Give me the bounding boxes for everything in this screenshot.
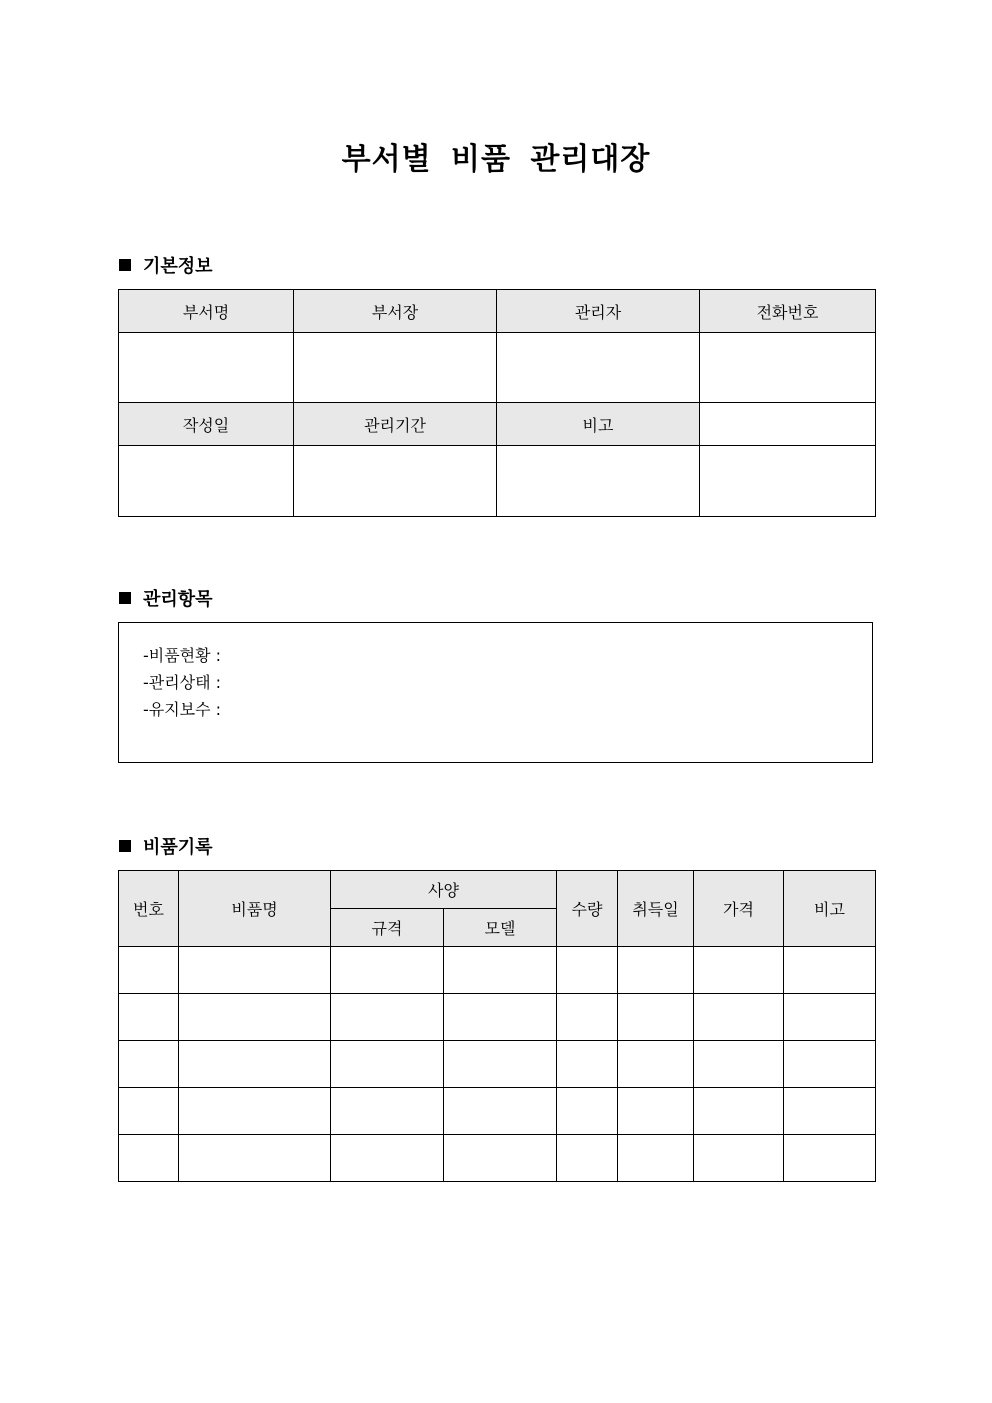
- cell[interactable]: [119, 947, 179, 994]
- cell[interactable]: [557, 947, 618, 994]
- header-dept-head: 부서장: [294, 290, 497, 333]
- cell[interactable]: [694, 1041, 784, 1088]
- created-date-cell[interactable]: [119, 446, 294, 517]
- cell[interactable]: [444, 994, 557, 1041]
- cell[interactable]: [179, 1041, 331, 1088]
- blank-cell[interactable]: [700, 446, 876, 517]
- basic-info-table: [118, 289, 876, 517]
- phone-cell[interactable]: [700, 333, 876, 403]
- cell[interactable]: [694, 1135, 784, 1182]
- cell[interactable]: [179, 1088, 331, 1135]
- item-line-status: -비품현황 :: [143, 646, 222, 665]
- cell[interactable]: [784, 1135, 876, 1182]
- cell[interactable]: [618, 1135, 694, 1182]
- header-phone: 전화번호: [700, 290, 876, 333]
- cell[interactable]: [444, 1041, 557, 1088]
- dept-name-cell[interactable]: [119, 333, 294, 403]
- cell[interactable]: [784, 947, 876, 994]
- dept-head-cell[interactable]: [294, 333, 497, 403]
- cell[interactable]: [557, 1041, 618, 1088]
- cell[interactable]: [331, 1041, 444, 1088]
- section-heading-basic: [119, 253, 213, 277]
- section-label: 비품기록: [143, 837, 213, 858]
- cell[interactable]: [784, 994, 876, 1041]
- cell[interactable]: [557, 994, 618, 1041]
- table-row: [119, 1041, 876, 1088]
- item-line-maintenance: -유지보수 :: [143, 700, 222, 719]
- blank-cell[interactable]: [700, 403, 876, 446]
- cell[interactable]: [694, 1088, 784, 1135]
- cell[interactable]: [331, 947, 444, 994]
- management-items-box[interactable]: [118, 622, 873, 763]
- cell[interactable]: [331, 994, 444, 1041]
- cell[interactable]: [119, 1041, 179, 1088]
- header-spec-model: 모델: [444, 909, 557, 947]
- cell[interactable]: [618, 947, 694, 994]
- header-manager: 관리자: [497, 290, 700, 333]
- cell[interactable]: [694, 947, 784, 994]
- cell[interactable]: [618, 994, 694, 1041]
- header-dept-name: 부서명: [119, 290, 294, 333]
- square-bullet-icon: [119, 840, 131, 852]
- cell[interactable]: [444, 947, 557, 994]
- header-acquired: 취득일: [618, 871, 694, 947]
- note-cell[interactable]: [497, 446, 700, 517]
- header-item-name: 비품명: [179, 871, 331, 947]
- header-qty: 수량: [557, 871, 618, 947]
- manager-cell[interactable]: [497, 333, 700, 403]
- square-bullet-icon: [119, 259, 131, 271]
- cell[interactable]: [444, 1088, 557, 1135]
- page-title: 부서별 비품 관리대장: [341, 142, 651, 177]
- cell[interactable]: [618, 1041, 694, 1088]
- table-row: [119, 1088, 876, 1135]
- header-created-date: 작성일: [119, 403, 294, 446]
- cell[interactable]: [331, 1088, 444, 1135]
- header-note: 비고: [784, 871, 876, 947]
- cell[interactable]: [119, 994, 179, 1041]
- cell[interactable]: [784, 1041, 876, 1088]
- header-note: 비고: [497, 403, 700, 446]
- table-row: [119, 1135, 876, 1182]
- header-no: 번호: [119, 871, 179, 947]
- square-bullet-icon: [119, 592, 131, 604]
- cell[interactable]: [784, 1088, 876, 1135]
- cell[interactable]: [119, 1088, 179, 1135]
- records-table: [118, 870, 876, 1182]
- period-cell[interactable]: [294, 446, 497, 517]
- cell[interactable]: [444, 1135, 557, 1182]
- section-label: 기본정보: [143, 256, 213, 277]
- cell[interactable]: [557, 1088, 618, 1135]
- cell[interactable]: [694, 994, 784, 1041]
- item-line-condition: -관리상태 :: [143, 673, 222, 692]
- header-period: 관리기간: [294, 403, 497, 446]
- cell[interactable]: [179, 947, 331, 994]
- header-price: 가격: [694, 871, 784, 947]
- cell[interactable]: [331, 1135, 444, 1182]
- cell[interactable]: [119, 1135, 179, 1182]
- table-row: [119, 994, 876, 1041]
- cell[interactable]: [179, 994, 331, 1041]
- section-heading-records: [119, 834, 213, 858]
- section-heading-items: [119, 586, 213, 610]
- section-label: 관리항목: [143, 589, 213, 610]
- header-spec-size: 규격: [331, 909, 444, 947]
- cell[interactable]: [557, 1135, 618, 1182]
- header-spec: 사양: [331, 871, 557, 909]
- cell[interactable]: [618, 1088, 694, 1135]
- table-row: [119, 947, 876, 994]
- cell[interactable]: [179, 1135, 331, 1182]
